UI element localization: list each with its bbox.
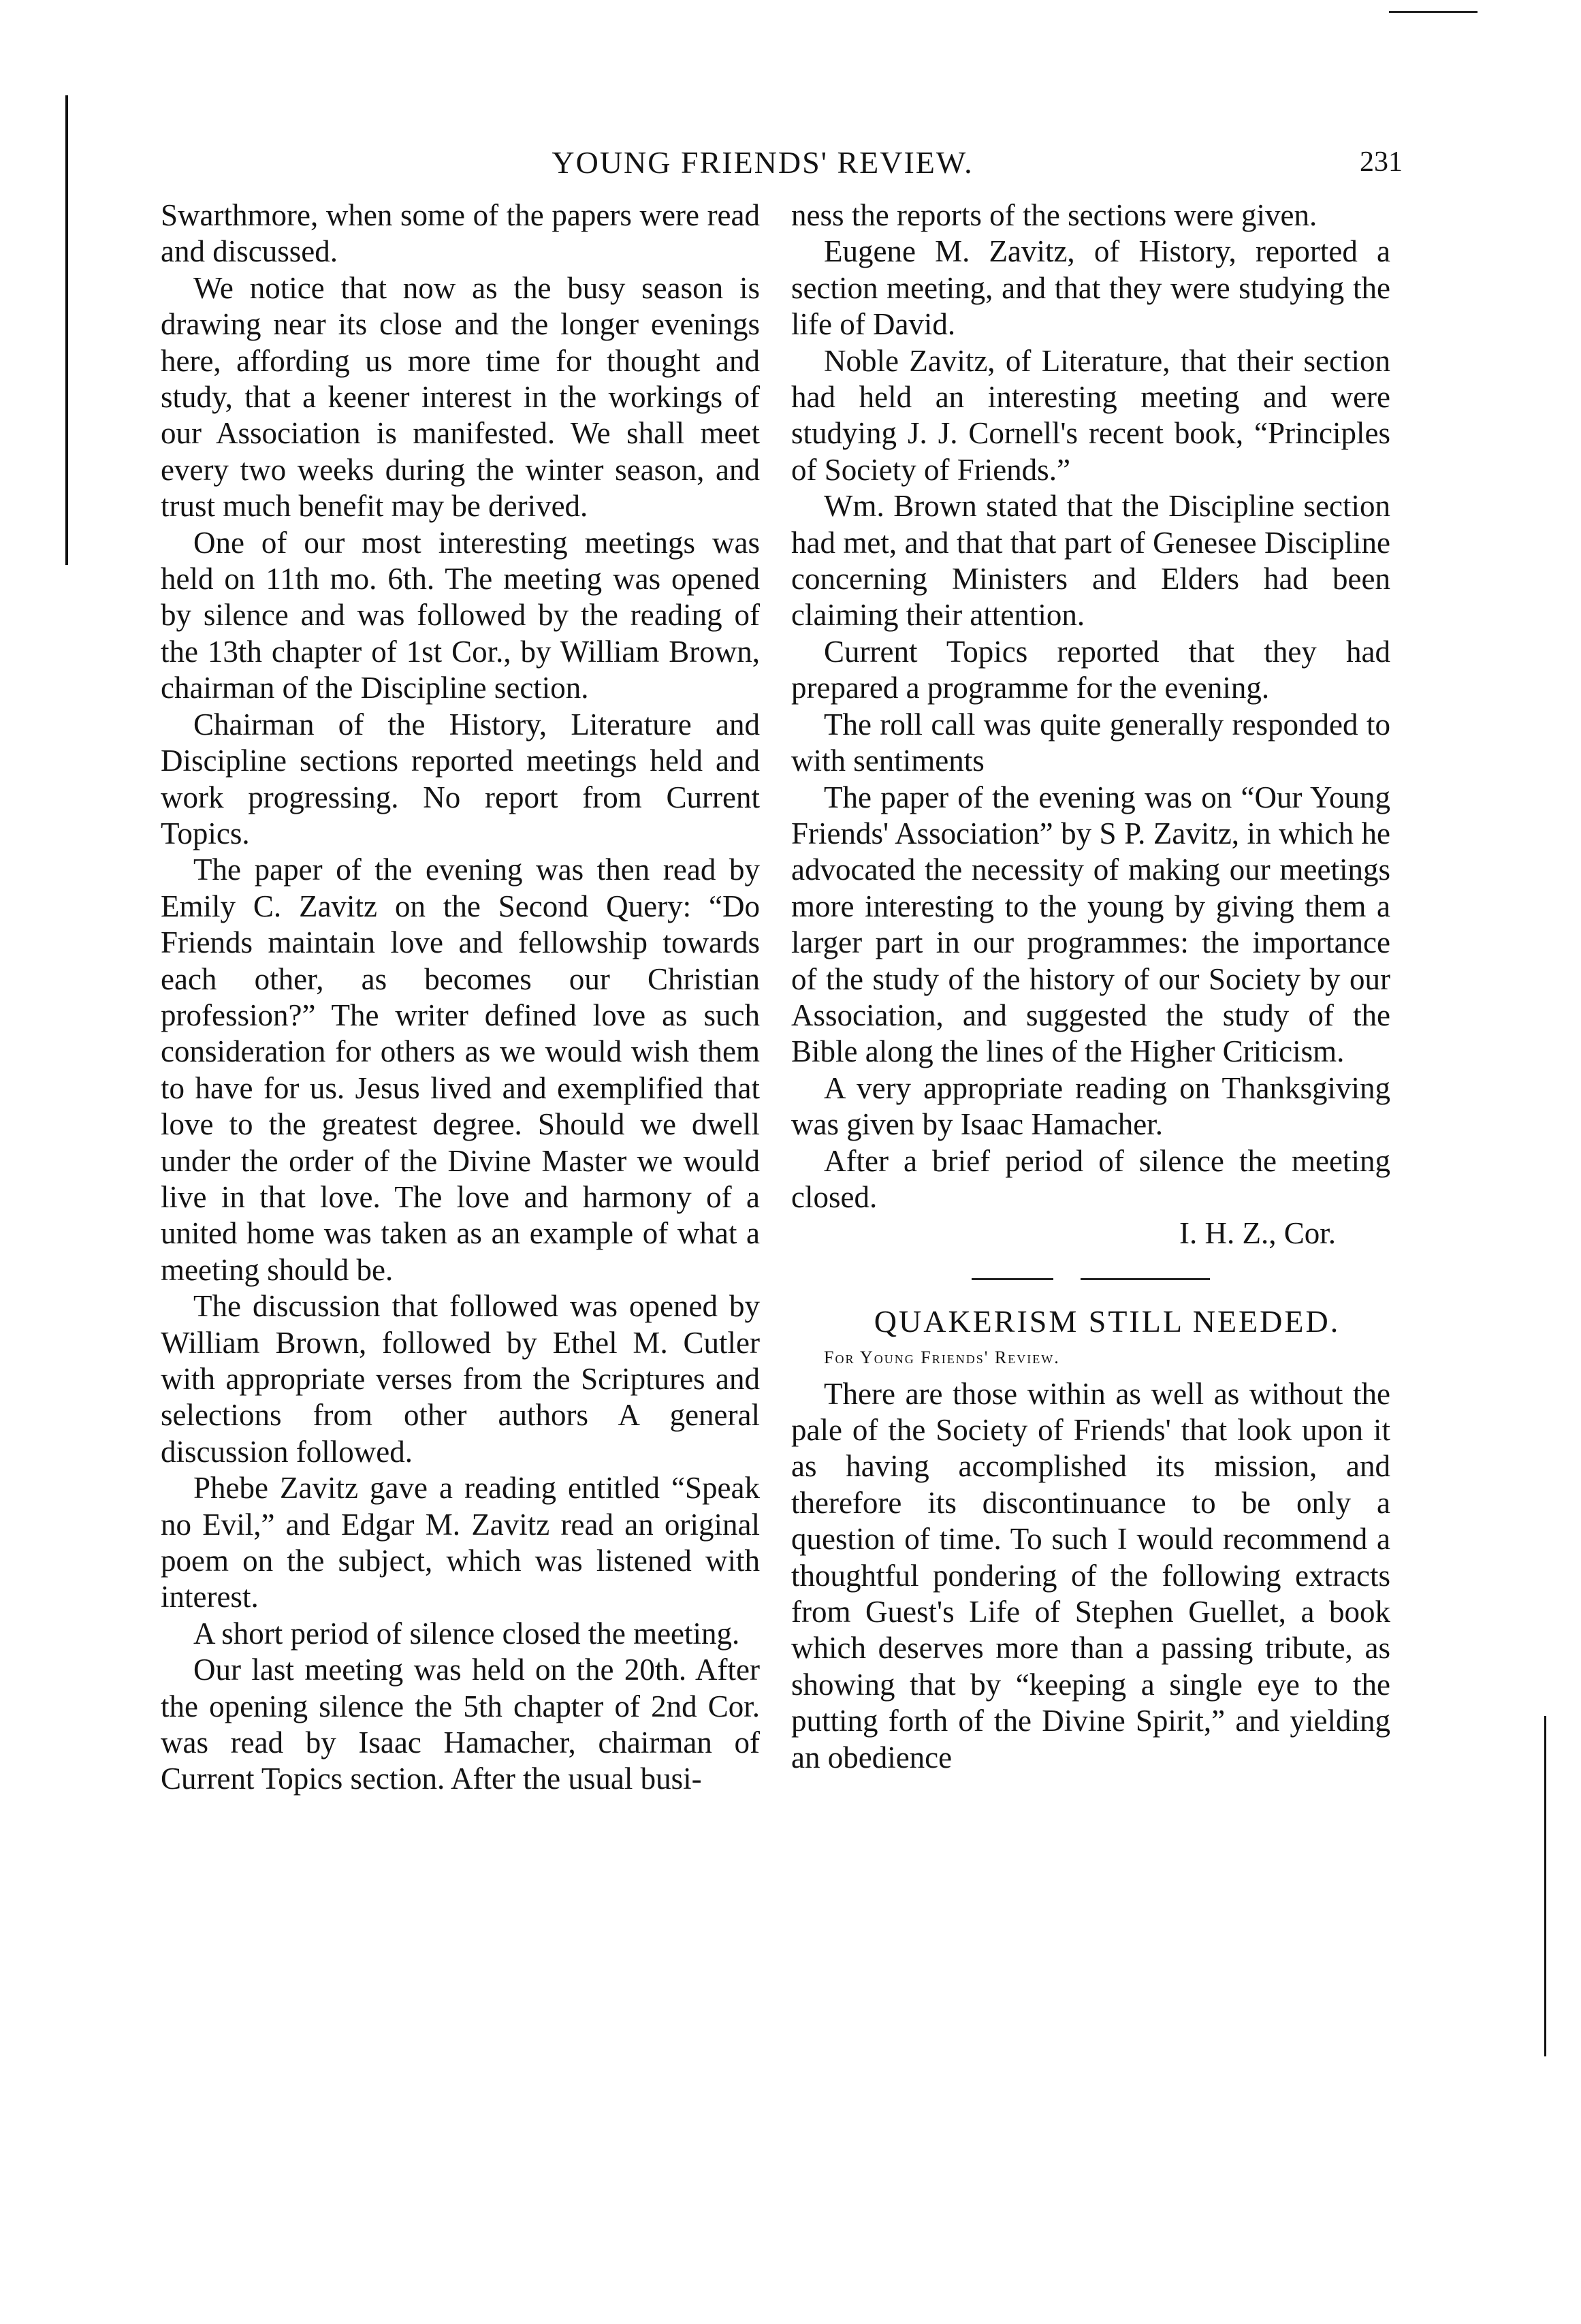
paragraph: After a brief period of silence the meeting closed. [791, 1143, 1390, 1214]
paragraph: We notice that now as the busy season is drawing near its close and the longer evenings here, affording us more time for thought and study, that a keener interest in the workings of our Association is manifested. We shall meet every two weeks during the winter season, and trust much benefit may be derived. [161, 270, 760, 524]
paragraph: A short period of silence closed the meeting. [193, 1616, 740, 1651]
paragraph: ness the reports of the sections were given. [791, 198, 1318, 232]
article-byline: For Young Friends' Review. [824, 1348, 1060, 1368]
divider-rule [972, 1278, 1053, 1280]
page-header [163, 144, 1403, 192]
paragraph: A very appropriate reading on Thanksgiving was given by Isaac Hamacher. [791, 1070, 1390, 1142]
right-column [791, 197, 1390, 1776]
paragraph: Phebe Zavitz gave a reading entitled “Speak no Evil,” and Edgar M. Zavitz read an original poem on the subject, which was listened with interest. [161, 1471, 760, 1614]
left-edge-line [65, 95, 68, 565]
paragraph: The paper of the evening was on “Our Young Friends' Association” by S P. Zavitz, in which he advocated the necessity of making our meetings more interesting to the young by giving them a larger part in our programmes: the importance of the study of the history of our Society by our Association, and suggested the study of the Bible along the lines of the Higher Criticism. [791, 780, 1390, 1069]
paragraph: The paper of the evening was then read by Emily C. Zavitz on the Second Query: “Do Friends maintain love and fellowship towards each other, as becomes our Christian profession?” The writer defined love as such consideration for others as we would wish them to have for us. Jesus lived and exemplified that love to the greatest degree. Should we dwell under the order of the Divine Master we would live in that love. The love and harmony of a united home was taken as an example of what a meeting should be. [161, 853, 760, 1287]
paragraph: The roll call was quite generally responded to with sentiments [791, 707, 1390, 778]
paragraph: Current Topics reported that they had prepared a programme for the evening. [791, 634, 1390, 705]
divider-rule [1081, 1278, 1210, 1280]
top-edge-rule [1389, 11, 1478, 13]
paragraph: One of our most interesting meetings was held on 11th mo. 6th. The meeting was opened by silence and was followed by the reading of the 13th chapter of 1st Cor., by William Brown, chairman of the Discipline section. [161, 525, 760, 705]
left-column [161, 197, 760, 1798]
article-body: There are those within as well as without the pale of the Society of Friends' that look upon it as having accomplished its mission, and therefore its discontinuance to be only a question of time. To such I would recommend a thoughtful pondering of the following extracts from Guest's Life of Stephen Guellet, a book which deserves more than a passing tribute, as showing that by “keeping a single eye to the putting forth of the Divine Spirit,” and yielding an obedience [791, 1376, 1390, 1774]
page-number: 231 [1360, 146, 1403, 178]
running-title: YOUNG FRIENDS' REVIEW. [552, 145, 974, 180]
paragraph: Noble Zavitz, of Literature, that their section had held an interesting meeting and were studying J. J. Cornell's recent book, “Principles of Society of Friends.” [791, 343, 1390, 487]
paragraph: Swarthmore, when some of the papers were read and discussed. [161, 198, 760, 269]
paragraph: Chairman of the History, Literature and Discipline sections reported meetings held and work progressing. No report from Current Topics. [161, 707, 760, 850]
article-title: QUAKERISM STILL NEEDED. [874, 1303, 1341, 1339]
paragraph: Our last meeting was held on the 20th. After the opening silence the 5th chapter of 2nd Cor. was read by Isaac Hamacher, chairman of Current Topics section. After the usual busi- [161, 1653, 760, 1796]
signature: I. H. Z., Cor. [1179, 1216, 1336, 1251]
section-divider [791, 1278, 1390, 1280]
paragraph: Wm. Brown stated that the Discipline section had met, and that that part of Genesee Discipline concerning Ministers and Elders had been claiming their attention. [791, 489, 1390, 633]
right-edge-line [1544, 1716, 1546, 2056]
paragraph: Eugene M. Zavitz, of History, reported a section meeting, and that they were studying the life of David. [791, 234, 1390, 342]
paragraph: The discussion that followed was opened by William Brown, followed by Ethel M. Cutler with appropriate verses from the Scriptures and selections from other authors A general discussion followed. [161, 1289, 760, 1469]
